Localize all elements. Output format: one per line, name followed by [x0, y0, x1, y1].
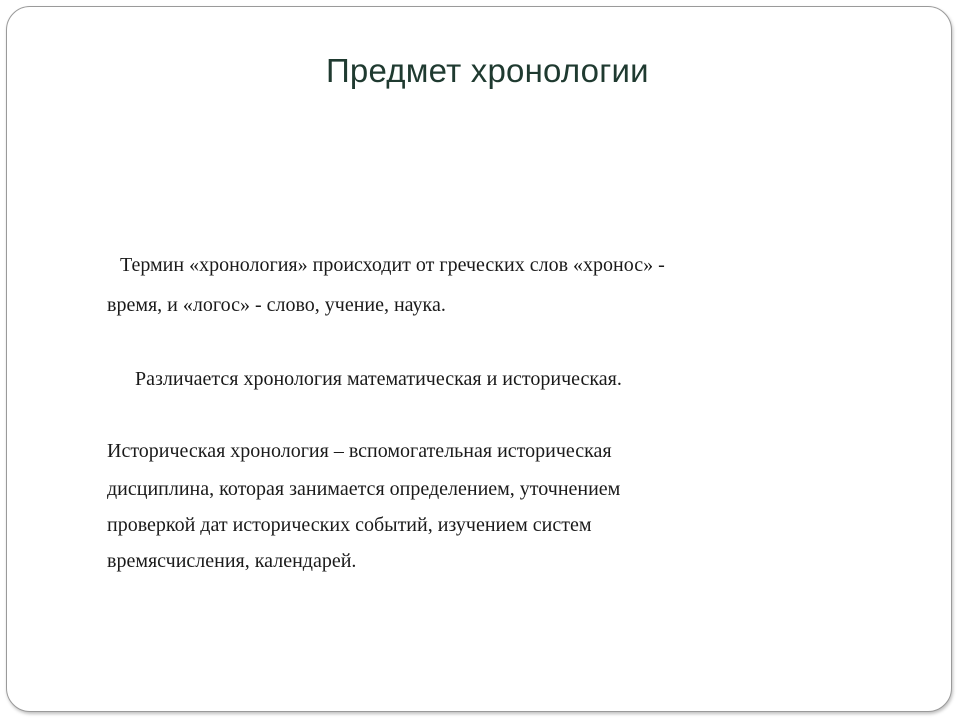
paragraph-3-line-2: дисциплина, которая занимается определением, уточнением [107, 478, 621, 500]
paragraph-3-line-1: Историческая хронология – вспомогательная историческая [107, 440, 612, 462]
slide-frame [6, 6, 952, 712]
slide-title: Предмет хронологии [326, 52, 649, 89]
paragraph-1-line-1: Термин «хронология» происходит от греческих слов «хронос» - [120, 254, 665, 276]
paragraph-2-line-1: Различается хронология математическая и историческая. [135, 368, 622, 390]
paragraph-1-line-2: время, и «логос» - слово, учение, наука. [107, 294, 446, 316]
paragraph-3-line-4: времясчисления, календарей. [107, 550, 357, 572]
paragraph-3-line-3: проверкой дат исторических событий, изучением систем [107, 514, 592, 536]
